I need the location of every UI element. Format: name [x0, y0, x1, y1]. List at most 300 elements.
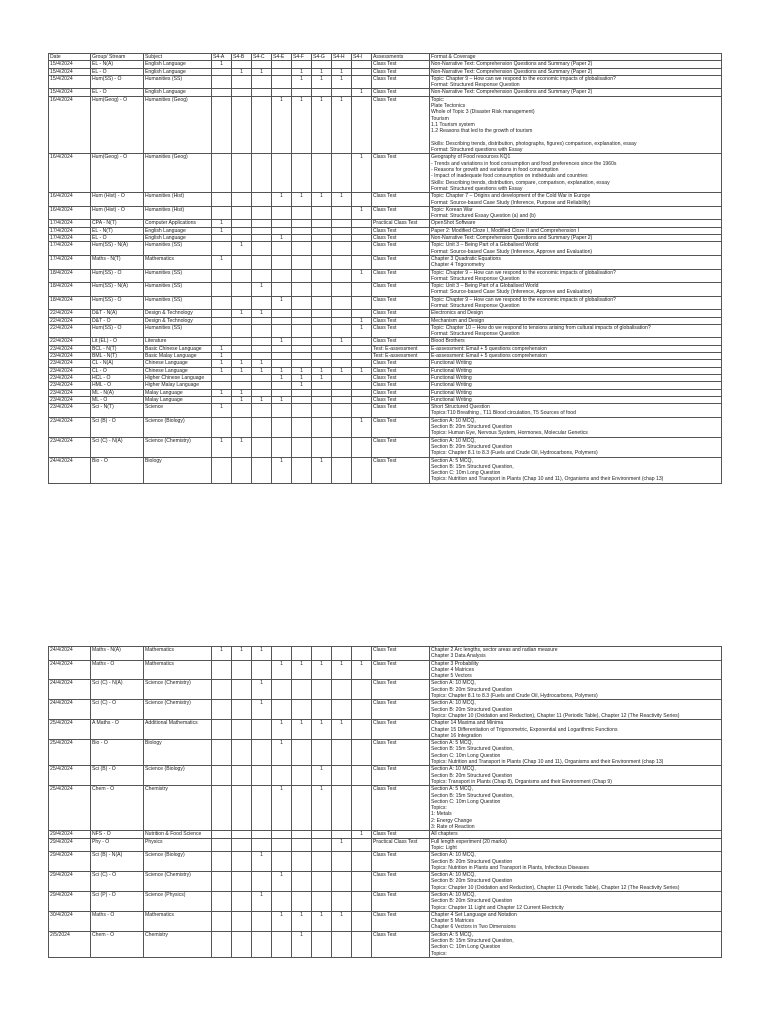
class-mark-cell	[212, 457, 232, 483]
class-mark-cell: 1	[212, 404, 232, 418]
class-mark-cell	[232, 457, 252, 483]
subject-cell: Basic Malay Language	[144, 353, 212, 360]
table-row	[49, 382, 722, 389]
class-mark-cell	[252, 235, 272, 242]
assessment-cell: Class Test	[372, 61, 430, 68]
format-cell	[430, 660, 722, 680]
table-row	[49, 374, 722, 381]
group-cell: Hum(Geog) - O	[91, 154, 144, 193]
format-line: Format: Source-based Case Study (Inference, Approve and Evaluation)	[431, 289, 593, 296]
format-line: - Trends and variations in food consumption and food preferences since the 1960s	[431, 160, 617, 167]
group-cell: D&T - O	[91, 317, 144, 324]
format-line: Topics: Human Eye, Nervous System, Hormones, Molecular Genetics	[431, 430, 588, 437]
class-mark-cell	[292, 310, 312, 317]
format-line: Topics: Chapter 8.1 to 8.3 (Fuels and Crude Oil, Hydrocarbons, Polymers)	[431, 693, 598, 700]
class-mark-cell: 1	[232, 367, 252, 374]
class-mark-cell: 1	[312, 911, 332, 931]
class-mark-cell	[312, 831, 332, 838]
class-mark-cell	[332, 647, 352, 661]
format-line: Chapter 3 Probability	[431, 660, 479, 667]
subject-cell: English Language	[144, 235, 212, 242]
subject-cell: Malay Language	[144, 389, 212, 396]
assessment-cell: Class Test	[372, 680, 430, 700]
class-mark-cell	[312, 740, 332, 766]
assessment-cell: Class Test	[372, 75, 430, 89]
class-mark-cell: 1	[332, 338, 352, 345]
subject-cell: Biology	[144, 457, 212, 483]
subject-cell: Physics	[144, 838, 212, 852]
class-mark-cell: 1	[332, 193, 352, 207]
class-mark-cell: 1	[352, 831, 372, 838]
assessment-cell: Class Test	[372, 931, 430, 957]
class-mark-cell	[312, 931, 332, 957]
subject-cell: Design & Technology	[144, 317, 212, 324]
class-mark-cell	[352, 931, 372, 957]
format-line: Topics: Chapter 11 Light and Chapter 12 Current Electricity	[431, 904, 564, 911]
assessment-cell: Class Test	[372, 269, 430, 283]
class-mark-cell	[292, 404, 312, 418]
assessment-cell: Class Test	[372, 68, 430, 75]
class-mark-cell: 1	[212, 353, 232, 360]
subject-cell: Science (Chemistry)	[144, 700, 212, 720]
group-cell: CPA - N(T)	[91, 220, 144, 227]
class-mark-cell: 1	[272, 96, 292, 154]
table-row	[49, 852, 722, 872]
class-mark-cell	[332, 206, 352, 220]
class-mark-cell: 1	[272, 193, 292, 207]
class-mark-cell	[332, 740, 352, 766]
class-mark-cell	[232, 700, 252, 720]
table-row	[49, 310, 722, 317]
format-cell	[430, 720, 722, 740]
group-cell: Sci (P) - O	[91, 891, 144, 911]
format-line: Section A: 10 MCQ,	[431, 437, 476, 444]
group-cell: NFS - O	[91, 831, 144, 838]
class-mark-cell	[232, 154, 252, 193]
assessment-cell: Class Test	[372, 206, 430, 220]
class-mark-cell	[352, 353, 372, 360]
class-mark-cell	[232, 61, 252, 68]
table-row	[49, 766, 722, 786]
class-mark-cell: 1	[352, 269, 372, 283]
format-line: Topic: Korean War	[431, 206, 473, 213]
class-mark-cell	[272, 831, 292, 838]
table-row	[49, 647, 722, 661]
date-cell: 15/4/2024	[49, 68, 91, 75]
format-cell	[430, 740, 722, 766]
class-mark-cell: 1	[292, 720, 312, 740]
class-mark-cell	[232, 193, 252, 207]
class-mark-cell: 1	[292, 660, 312, 680]
format-cell	[430, 89, 722, 96]
class-mark-cell	[352, 75, 372, 89]
group-cell: EL - O	[91, 235, 144, 242]
subject-cell: Humanities (SS)	[144, 269, 212, 283]
class-mark-cell	[252, 931, 272, 957]
class-mark-cell: 1	[252, 283, 272, 297]
class-mark-cell	[312, 227, 332, 234]
date-cell: 15/4/2024	[49, 89, 91, 96]
class-mark-cell	[352, 227, 372, 234]
format-line: Format: Structured questions with Essay	[431, 185, 523, 192]
group-cell: Sci (C) - O	[91, 700, 144, 720]
table-row	[49, 404, 722, 418]
date-cell: 18/4/2024	[49, 269, 91, 283]
class-mark-cell	[212, 206, 232, 220]
class-mark-cell: 1	[352, 324, 372, 338]
class-mark-cell	[232, 680, 252, 700]
class-mark-cell: 1	[272, 660, 292, 680]
format-line: Section B: 20m Structured Question	[431, 858, 513, 865]
table-row	[49, 360, 722, 367]
format-line: Chapter 15 Differentiation of Trigonometric, Exponential and Logarithmic Functions	[431, 726, 618, 733]
class-mark-cell	[232, 96, 252, 154]
class-mark-cell: 1	[332, 68, 352, 75]
class-mark-cell: 1	[312, 367, 332, 374]
class-mark-cell: 1	[292, 75, 312, 89]
table-body	[49, 647, 722, 958]
format-line: Chapter 2 Arc lengths, sector areas and radian measure	[431, 647, 558, 653]
class-mark-cell	[352, 382, 372, 389]
class-mark-cell	[292, 396, 312, 403]
class-mark-cell	[292, 838, 312, 852]
class-mark-cell: 1	[272, 911, 292, 931]
format-cell	[430, 931, 722, 957]
class-mark-cell	[252, 96, 272, 154]
table-row	[49, 872, 722, 892]
table-row	[49, 740, 722, 766]
class-mark-cell	[252, 374, 272, 381]
group-cell: Sci (C) - N(A)	[91, 437, 144, 457]
class-mark-cell: 1	[212, 255, 232, 269]
date-cell: 23/4/2024	[49, 374, 91, 381]
format-line: Chapter 5 Matrices	[431, 918, 475, 925]
format-line: Section A: 10 MCQ,	[431, 417, 476, 424]
format-cell	[430, 296, 722, 310]
table-row	[49, 220, 722, 227]
format-cell	[430, 700, 722, 720]
date-cell: 17/4/2024	[49, 235, 91, 242]
class-mark-cell	[252, 740, 272, 766]
subject-cell: Mathematics	[144, 660, 212, 680]
class-mark-cell	[232, 382, 252, 389]
class-mark-cell	[252, 296, 272, 310]
class-mark-cell	[292, 242, 312, 256]
class-mark-cell	[212, 891, 232, 911]
class-mark-cell: 1	[272, 374, 292, 381]
class-mark-cell	[332, 457, 352, 483]
date-cell: 18/4/2024	[49, 283, 91, 297]
class-mark-cell	[252, 338, 272, 345]
class-mark-cell	[332, 872, 352, 892]
class-mark-cell	[332, 220, 352, 227]
col-header: S4-B	[232, 54, 252, 61]
assessment-cell: Class Test	[372, 283, 430, 297]
class-mark-cell	[272, 227, 292, 234]
date-cell: 29/4/2024	[49, 891, 91, 911]
format-line: Functional Writing	[431, 389, 472, 396]
class-mark-cell	[252, 872, 272, 892]
class-mark-cell	[212, 68, 232, 75]
format-cell	[430, 417, 722, 437]
class-mark-cell	[232, 220, 252, 227]
table-row	[49, 437, 722, 457]
class-mark-cell	[312, 89, 332, 96]
format-line: Electronics and Design	[431, 310, 484, 317]
class-mark-cell	[252, 317, 272, 324]
format-cell	[430, 269, 722, 283]
group-cell: Maths - N(T)	[91, 255, 144, 269]
class-mark-cell	[292, 345, 312, 352]
date-cell: 23/4/2024	[49, 345, 91, 352]
date-cell: 23/4/2024	[49, 417, 91, 437]
date-cell: 24/4/2024	[49, 660, 91, 680]
class-mark-cell	[312, 891, 332, 911]
class-mark-cell	[312, 838, 332, 852]
class-mark-cell	[252, 404, 272, 418]
format-line: Mechanism and Design	[431, 317, 485, 324]
date-cell: 24/4/2024	[49, 700, 91, 720]
class-mark-cell	[272, 766, 292, 786]
date-cell: 16/4/2024	[49, 154, 91, 193]
date-cell: 24/4/2024	[49, 457, 91, 483]
class-mark-cell	[272, 838, 292, 852]
format-line: Section A: 10 MCQ,	[431, 872, 476, 879]
col-header: S4-A	[212, 54, 232, 61]
date-cell: 24/4/2024	[49, 647, 91, 661]
date-cell: 17/4/2024	[49, 220, 91, 227]
class-mark-cell: 1	[272, 457, 292, 483]
table-row	[49, 911, 722, 931]
class-mark-cell	[312, 647, 332, 661]
class-mark-cell	[332, 766, 352, 786]
class-mark-cell: 1	[212, 647, 232, 661]
table-row	[49, 338, 722, 345]
class-mark-cell: 1	[312, 193, 332, 207]
subject-cell: Chinese Language	[144, 360, 212, 367]
date-cell: 15/4/2024	[49, 75, 91, 89]
group-cell: Maths - O	[91, 911, 144, 931]
class-mark-cell	[332, 382, 352, 389]
format-line: Section A: 5 MCQ,	[431, 786, 473, 793]
group-cell: Hum(SS) - O	[91, 75, 144, 89]
class-mark-cell	[352, 766, 372, 786]
table-row	[49, 255, 722, 269]
class-mark-cell: 1	[232, 68, 252, 75]
format-line: Topic: Chapter 9 – How can we respond to the economic impacts of globalisation?	[431, 296, 616, 303]
class-mark-cell	[232, 89, 252, 96]
subject-cell: Chemistry	[144, 931, 212, 957]
class-mark-cell	[212, 235, 232, 242]
class-mark-cell	[212, 310, 232, 317]
class-mark-cell	[232, 660, 252, 680]
date-cell: 25/4/2024	[49, 766, 91, 786]
date-cell: 22/4/2024	[49, 310, 91, 317]
class-mark-cell: 1	[232, 389, 252, 396]
group-cell: Bio - O	[91, 457, 144, 483]
class-mark-cell	[352, 720, 372, 740]
class-mark-cell	[292, 786, 312, 831]
subject-cell: English Language	[144, 89, 212, 96]
group-cell: Chem - O	[91, 786, 144, 831]
subject-cell: Design & Technology	[144, 310, 212, 317]
assessment-cell: Class Test	[372, 660, 430, 680]
date-cell: 17/4/2024	[49, 227, 91, 234]
format-line: 1.2 Reasons that led to the growth of tourism	[431, 128, 533, 135]
assessment-cell: Class Test	[372, 911, 430, 931]
class-mark-cell	[332, 353, 352, 360]
subject-cell: Humanities (SS)	[144, 324, 212, 338]
assessment-cell: Class Test	[372, 324, 430, 338]
col-header: Date	[49, 54, 91, 61]
class-mark-cell: 1	[312, 720, 332, 740]
class-mark-cell: 1	[252, 852, 272, 872]
class-mark-cell: 1	[212, 360, 232, 367]
format-line: Functional Writing	[431, 382, 472, 389]
format-line: Section A: 10 MCQ,	[431, 852, 476, 859]
assessment-cell: Practical Class Test	[372, 220, 430, 227]
date-cell: 30/4/2024	[49, 911, 91, 931]
class-mark-cell: 1	[312, 374, 332, 381]
class-mark-cell	[352, 220, 372, 227]
class-mark-cell	[232, 353, 252, 360]
class-mark-cell: 1	[352, 154, 372, 193]
format-cell	[430, 382, 722, 389]
class-mark-cell: 1	[212, 61, 232, 68]
class-mark-cell	[292, 872, 312, 892]
class-mark-cell	[332, 891, 352, 911]
class-mark-cell	[352, 374, 372, 381]
subject-cell: English Language	[144, 61, 212, 68]
group-cell: Sci (C) - O	[91, 872, 144, 892]
class-mark-cell: 1	[232, 360, 252, 367]
date-cell: 23/4/2024	[49, 396, 91, 403]
subject-cell: Literature	[144, 338, 212, 345]
class-mark-cell: 1	[272, 235, 292, 242]
date-cell: 2/5/2024	[49, 931, 91, 957]
class-mark-cell	[292, 154, 312, 193]
subject-cell: Humanities (Geog)	[144, 96, 212, 154]
class-mark-cell	[232, 872, 252, 892]
class-mark-cell: 1	[292, 374, 312, 381]
class-mark-cell	[332, 317, 352, 324]
col-header: S4-G	[312, 54, 332, 61]
class-mark-cell	[252, 911, 272, 931]
class-mark-cell	[352, 283, 372, 297]
class-mark-cell: 1	[292, 911, 312, 931]
class-mark-cell: 1	[292, 96, 312, 154]
subject-cell: Humanities (SS)	[144, 75, 212, 89]
col-header: S4-H	[332, 54, 352, 61]
class-mark-cell: 1	[252, 367, 272, 374]
format-line: Topics: Nutrition and Transport in Plants (Chap 10 and 11), Organisms and their Environment (chap 13)	[431, 759, 664, 766]
assessment-cell: Class Test	[372, 417, 430, 437]
format-line: Chapter 14 Maxima and Minima	[431, 720, 504, 727]
class-mark-cell: 1	[272, 740, 292, 766]
group-cell: A Maths - O	[91, 720, 144, 740]
class-mark-cell: 1	[252, 647, 272, 661]
format-cell	[430, 242, 722, 256]
class-mark-cell	[252, 766, 272, 786]
date-cell: 29/4/2024	[49, 838, 91, 852]
table-row	[49, 931, 722, 957]
format-cell	[430, 345, 722, 352]
format-line: Topics:T10 Breathing , T11 Blood circulation, T5 Sources of food	[431, 410, 576, 417]
format-line: Section A: 5 MCQ,	[431, 740, 473, 747]
class-mark-cell	[232, 345, 252, 352]
class-mark-cell	[292, 255, 312, 269]
group-cell: Lit (EL) - O	[91, 338, 144, 345]
group-cell: HML - O	[91, 382, 144, 389]
class-mark-cell	[312, 296, 332, 310]
subject-cell: Science	[144, 404, 212, 418]
format-line: Chapter 3 Quadratic Equations	[431, 255, 501, 262]
col-header: S4-F	[292, 54, 312, 61]
class-mark-cell	[352, 360, 372, 367]
class-mark-cell	[252, 220, 272, 227]
class-mark-cell	[312, 417, 332, 437]
class-mark-cell	[332, 154, 352, 193]
format-cell	[430, 317, 722, 324]
format-line: Chapter 4 Set Language and Notation	[431, 911, 517, 918]
class-mark-cell	[272, 75, 292, 89]
class-mark-cell	[232, 740, 252, 766]
group-cell: BML - N(T)	[91, 353, 144, 360]
class-mark-cell	[292, 360, 312, 367]
class-mark-cell	[292, 296, 312, 310]
class-mark-cell: 1	[312, 457, 332, 483]
date-cell: 24/4/2024	[49, 680, 91, 700]
class-mark-cell	[352, 310, 372, 317]
class-mark-cell	[292, 457, 312, 483]
class-mark-cell	[292, 269, 312, 283]
class-mark-cell	[212, 242, 232, 256]
class-mark-cell	[352, 457, 372, 483]
class-mark-cell: 1	[332, 660, 352, 680]
subject-cell: Science (Physics)	[144, 891, 212, 911]
format-cell	[430, 786, 722, 831]
col-header: Subject	[144, 54, 212, 61]
class-mark-cell	[232, 338, 252, 345]
date-cell: 17/4/2024	[49, 255, 91, 269]
assessment-cell: Class Test	[372, 242, 430, 256]
format-line: Section A: 10 MCQ,	[431, 700, 476, 707]
subject-cell: Chinese Language	[144, 367, 212, 374]
class-mark-cell	[332, 389, 352, 396]
assessment-cell: Class Test	[372, 382, 430, 389]
class-mark-cell: 1	[352, 206, 372, 220]
class-mark-cell	[252, 786, 272, 831]
class-mark-cell: 1	[312, 766, 332, 786]
group-cell: BCL - N(T)	[91, 345, 144, 352]
format-line: Topics: Transport in Plants (Chap 8), Organisms and their Environment (Chap 9)	[431, 778, 612, 785]
class-mark-cell	[312, 396, 332, 403]
subject-cell: Humanities (SS)	[144, 283, 212, 297]
class-mark-cell	[232, 766, 252, 786]
subject-cell: Malay Language	[144, 396, 212, 403]
assessment-cell: Class Test	[372, 396, 430, 403]
format-cell	[430, 831, 722, 838]
format-line: Topic: Unit 3 – Being Part of a Globalised World	[431, 283, 539, 290]
date-cell: 22/4/2024	[49, 317, 91, 324]
class-mark-cell	[312, 283, 332, 297]
format-cell	[430, 96, 722, 154]
class-mark-cell	[312, 360, 332, 367]
subject-cell: Nutrition & Food Science	[144, 831, 212, 838]
table-header-row	[49, 54, 722, 61]
class-mark-cell	[292, 437, 312, 457]
class-mark-cell: 1	[212, 227, 232, 234]
